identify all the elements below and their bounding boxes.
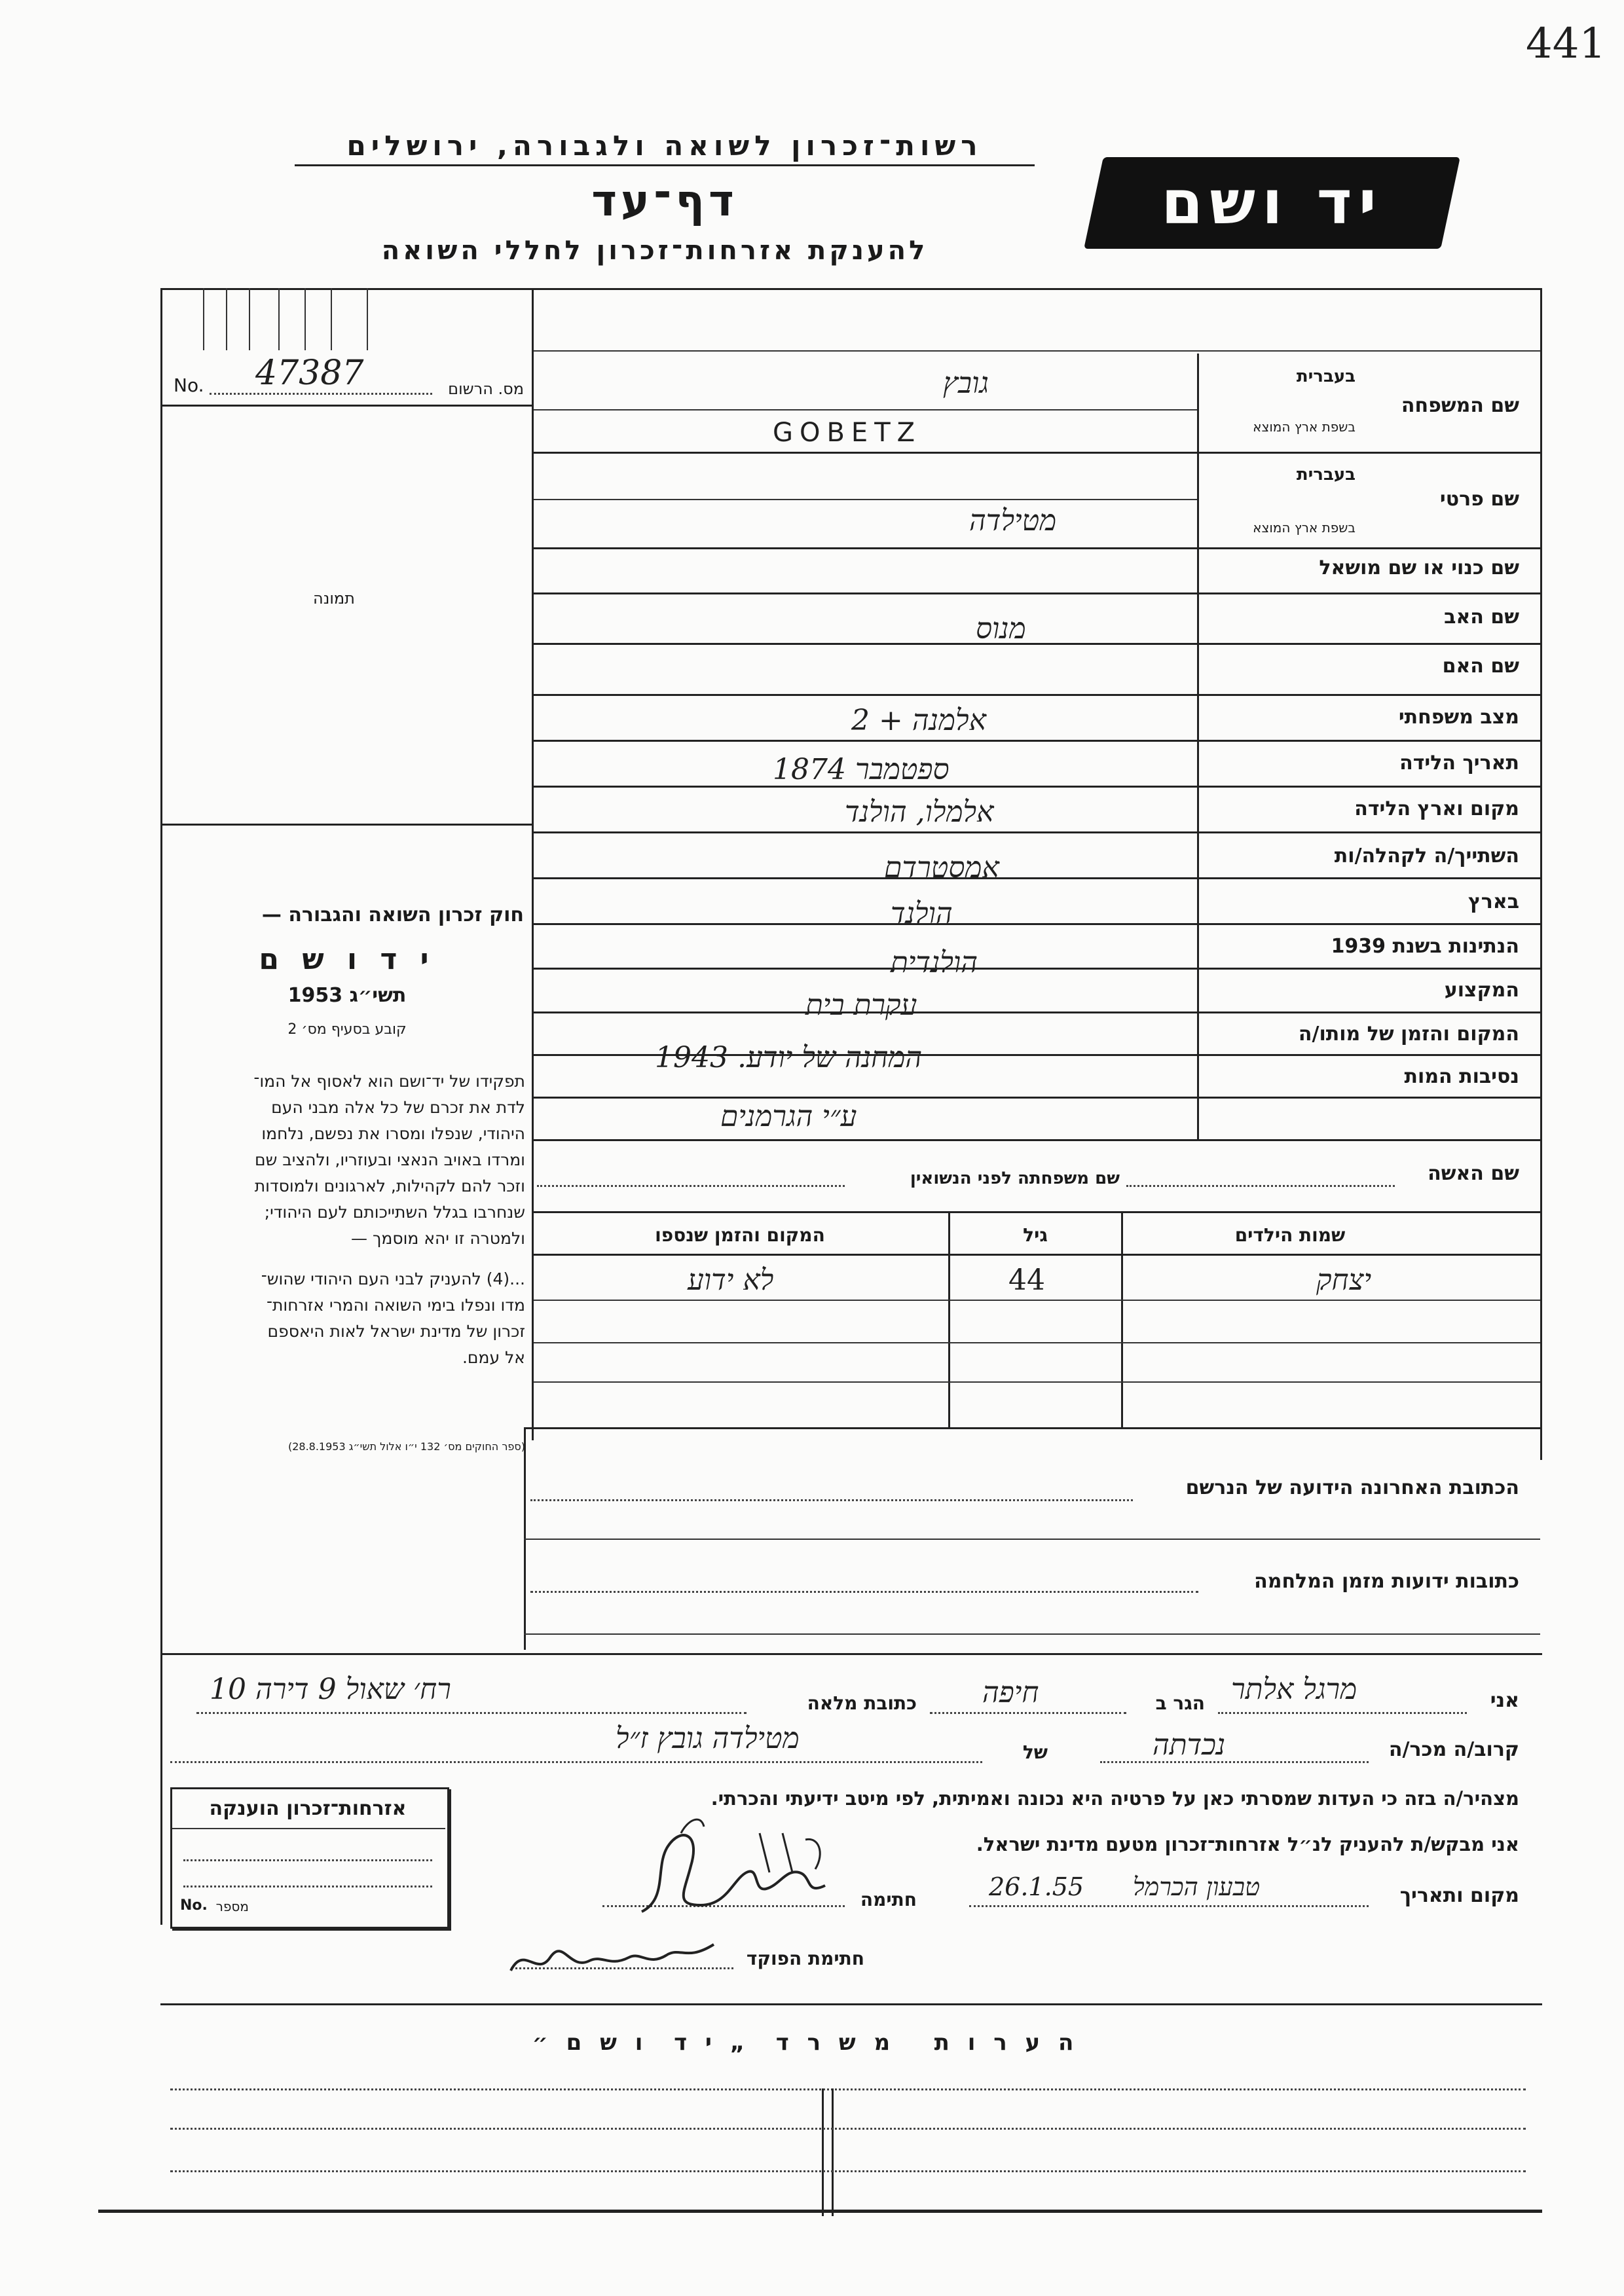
family-name-origin-label: בשפת ארץ המוצא bbox=[1253, 419, 1356, 435]
witness-signature bbox=[629, 1807, 851, 1925]
law-name: י ד ו ש ם bbox=[259, 943, 435, 976]
law-body bbox=[172, 1068, 525, 1371]
resides-value: חיפה bbox=[982, 1676, 1039, 1709]
place-date-value: טבעון הכרמל bbox=[1133, 1872, 1261, 1901]
birthplace-label: מקום וארץ הלידה bbox=[1354, 797, 1519, 820]
death-cause-label: נסיבות המות bbox=[1404, 1065, 1519, 1088]
frame-right bbox=[1540, 288, 1542, 1460]
declaration-i-label: אני bbox=[1490, 1689, 1519, 1712]
community-label: השתייך/ה לקהלה/ות bbox=[1334, 845, 1519, 867]
frame-left bbox=[160, 288, 162, 1925]
resides-label: הגר ב bbox=[1155, 1692, 1205, 1714]
registration-number: 47387 bbox=[255, 354, 364, 393]
relative-value: נכדתה bbox=[1153, 1728, 1226, 1762]
child-name: יצחק bbox=[1316, 1264, 1372, 1297]
statement-2: אני מבקש/ת להעניק לנ״ל אזרחות־זכרון מטעם מדינת ישראל. bbox=[976, 1833, 1519, 1855]
mother-label: שם האם bbox=[1442, 655, 1519, 678]
wife-label: שם האשה bbox=[1428, 1162, 1519, 1185]
first-name-origin-label: בשפת ארץ המוצא bbox=[1253, 520, 1356, 536]
citizenship-box-title: אזרחות־זכרון הוענקה bbox=[209, 1797, 407, 1820]
law-line: היהודי, שנפלו ומסרו את נפשם, נלחמו bbox=[261, 1124, 525, 1143]
law-line: ולמטרה זו יהא מוסמך — bbox=[351, 1229, 525, 1248]
statement-1: מצהיר/ה בזה כי העדות שמסרתי כאן על פרטיה היא נכונה ואמיתית, לפי מיטב ידיעתי והכרתי. bbox=[710, 1787, 1519, 1810]
place-date-label: מקום ותאריך bbox=[1399, 1884, 1519, 1907]
death-place-value: המחנה של יודע. 1943 bbox=[655, 1041, 923, 1074]
header-subtitle: להענקת אזרחות־זכרון לחללי השואה bbox=[381, 236, 929, 266]
children-place-header: המקום והזמן שנספו bbox=[655, 1224, 825, 1246]
children-names-header: שמות הילדים bbox=[1234, 1224, 1346, 1246]
label-column-divider bbox=[1197, 354, 1199, 1139]
family-name-origin-value: GOBETZ bbox=[773, 418, 922, 448]
citizenship-value: הולנדית bbox=[891, 946, 978, 979]
of-value: מטילדה גובץ ז״ל bbox=[616, 1722, 800, 1755]
registration-prefix: No. bbox=[174, 374, 204, 396]
date-value: 26.1.55 bbox=[989, 1872, 1084, 1901]
of-label: של bbox=[1022, 1741, 1048, 1763]
profession-label: המקצוע bbox=[1444, 979, 1519, 1002]
marital-value: אלמנה + 2 bbox=[851, 704, 986, 737]
header-title: דף־עד bbox=[591, 175, 738, 226]
declaration-i-value: מרגל אלתר bbox=[1231, 1673, 1357, 1706]
profession-value: עקרת בית bbox=[805, 989, 917, 1022]
officer-sign-label: חתימת הפוקד bbox=[746, 1948, 864, 1969]
logo-text: יד ושם bbox=[1161, 168, 1383, 238]
citizenship-number-label: מספר bbox=[215, 1899, 249, 1914]
wartime-address-label: כתובות ידועות מזמן המלחמה bbox=[1254, 1570, 1519, 1593]
country-label: בארץ bbox=[1467, 890, 1519, 913]
marital-label: מצב משפחתי bbox=[1398, 706, 1519, 729]
law-line: ...(4) להעניק לבני העם היהודי שהוש־ bbox=[261, 1269, 525, 1288]
signature-label: חתימה bbox=[860, 1889, 917, 1910]
law-reference: (ספר החוקים מס׳ 132 י״ו אלול תשי״ג 28.8.1953) bbox=[287, 1440, 525, 1453]
law-line: ומרדו באויב הנאצי ובעוזריו, ולהציב שם bbox=[255, 1150, 525, 1169]
photo-label: תמונה bbox=[313, 589, 355, 608]
child-place: לא ידוע bbox=[688, 1264, 774, 1297]
birthplace-value: אלמלו, הולנד bbox=[845, 795, 994, 829]
nickname-label: שם כנוי או שם מושאל bbox=[1319, 556, 1519, 579]
officer-signature bbox=[504, 1931, 727, 1984]
law-clause: קובע בסעיף מס׳ 2 bbox=[287, 1021, 407, 1038]
office-notes-title: ה ע ר ו ת מ ש ר ד „ י ד ו ש ם ״ bbox=[532, 2030, 1079, 2056]
relative-label: קרוב/ה מכר/ה bbox=[1388, 1738, 1519, 1761]
full-address-label: כתובת מלאה bbox=[807, 1692, 917, 1714]
family-name-label: שם המשפחה bbox=[1401, 394, 1519, 417]
law-line: תפקידו של יד־ושם הוא לאסוף אל המו־ bbox=[253, 1072, 525, 1091]
children-age-header: גיל bbox=[1023, 1224, 1048, 1246]
community-value: אמסטרדם bbox=[884, 851, 999, 884]
country-value: הולנד bbox=[891, 897, 953, 930]
first-name-hebrew-label: בעברית bbox=[1296, 465, 1356, 484]
father-label: שם האב bbox=[1444, 606, 1519, 629]
child-age: 44 bbox=[1008, 1264, 1045, 1297]
registration-label: מס. הרשום bbox=[448, 380, 524, 398]
full-address-value: רח׳ שאול 9 דירה 10 bbox=[210, 1673, 451, 1706]
citizenship-label: הנתינות בשנת 1939 bbox=[1331, 935, 1519, 958]
header-authority: רשות־זכרון לשואה ולגבורה, ירושלים bbox=[295, 130, 1035, 166]
law-line: וזכר להם לקהילות, לארגונים ולמוסדות bbox=[254, 1176, 525, 1195]
death-cause-value: ע״י הגרמנים bbox=[720, 1100, 857, 1133]
law-year: תשי״ג 1953 bbox=[287, 984, 407, 1007]
corner-number: 441 bbox=[1526, 20, 1606, 68]
law-line: לדת את זכרם של כל אלה מבני העם bbox=[271, 1098, 525, 1117]
law-line: אל עמם. bbox=[462, 1348, 525, 1367]
wife-maiden-label: שם משפחתה לפני הנשואין bbox=[910, 1169, 1120, 1188]
citizenship-number-prefix: No. bbox=[180, 1897, 208, 1914]
birthdate-label: תאריך הלידה bbox=[1399, 752, 1519, 774]
law-line: זכרון של מדינת ישראל לאות היאספם bbox=[267, 1322, 525, 1341]
family-name-hebrew-label: בעברית bbox=[1296, 367, 1356, 386]
left-column-divider bbox=[532, 288, 534, 1440]
family-name-hebrew-value: גובץ bbox=[943, 367, 989, 400]
yad-vashem-logo bbox=[1084, 157, 1460, 249]
law-line: שנחרבו בגלל השתייכותם לעם היהודי; bbox=[264, 1203, 525, 1222]
law-title: חוק זכרון השואה והגבורה — bbox=[261, 903, 524, 926]
birthdate-value: ספטמבר 1874 bbox=[773, 753, 950, 786]
first-name-value: מטילדה bbox=[969, 504, 1057, 538]
death-place-label: המקום והזמן של מותו/ה bbox=[1298, 1023, 1519, 1046]
father-value: מנוס bbox=[976, 612, 1026, 646]
last-address-label: הכתובת האחרונה הידועה של הנרשם bbox=[1185, 1476, 1519, 1499]
law-line: מדו ונפלו בימי השואה והמרי אזרחות־ bbox=[266, 1296, 525, 1315]
first-name-label: שם פרטי bbox=[1439, 488, 1519, 511]
